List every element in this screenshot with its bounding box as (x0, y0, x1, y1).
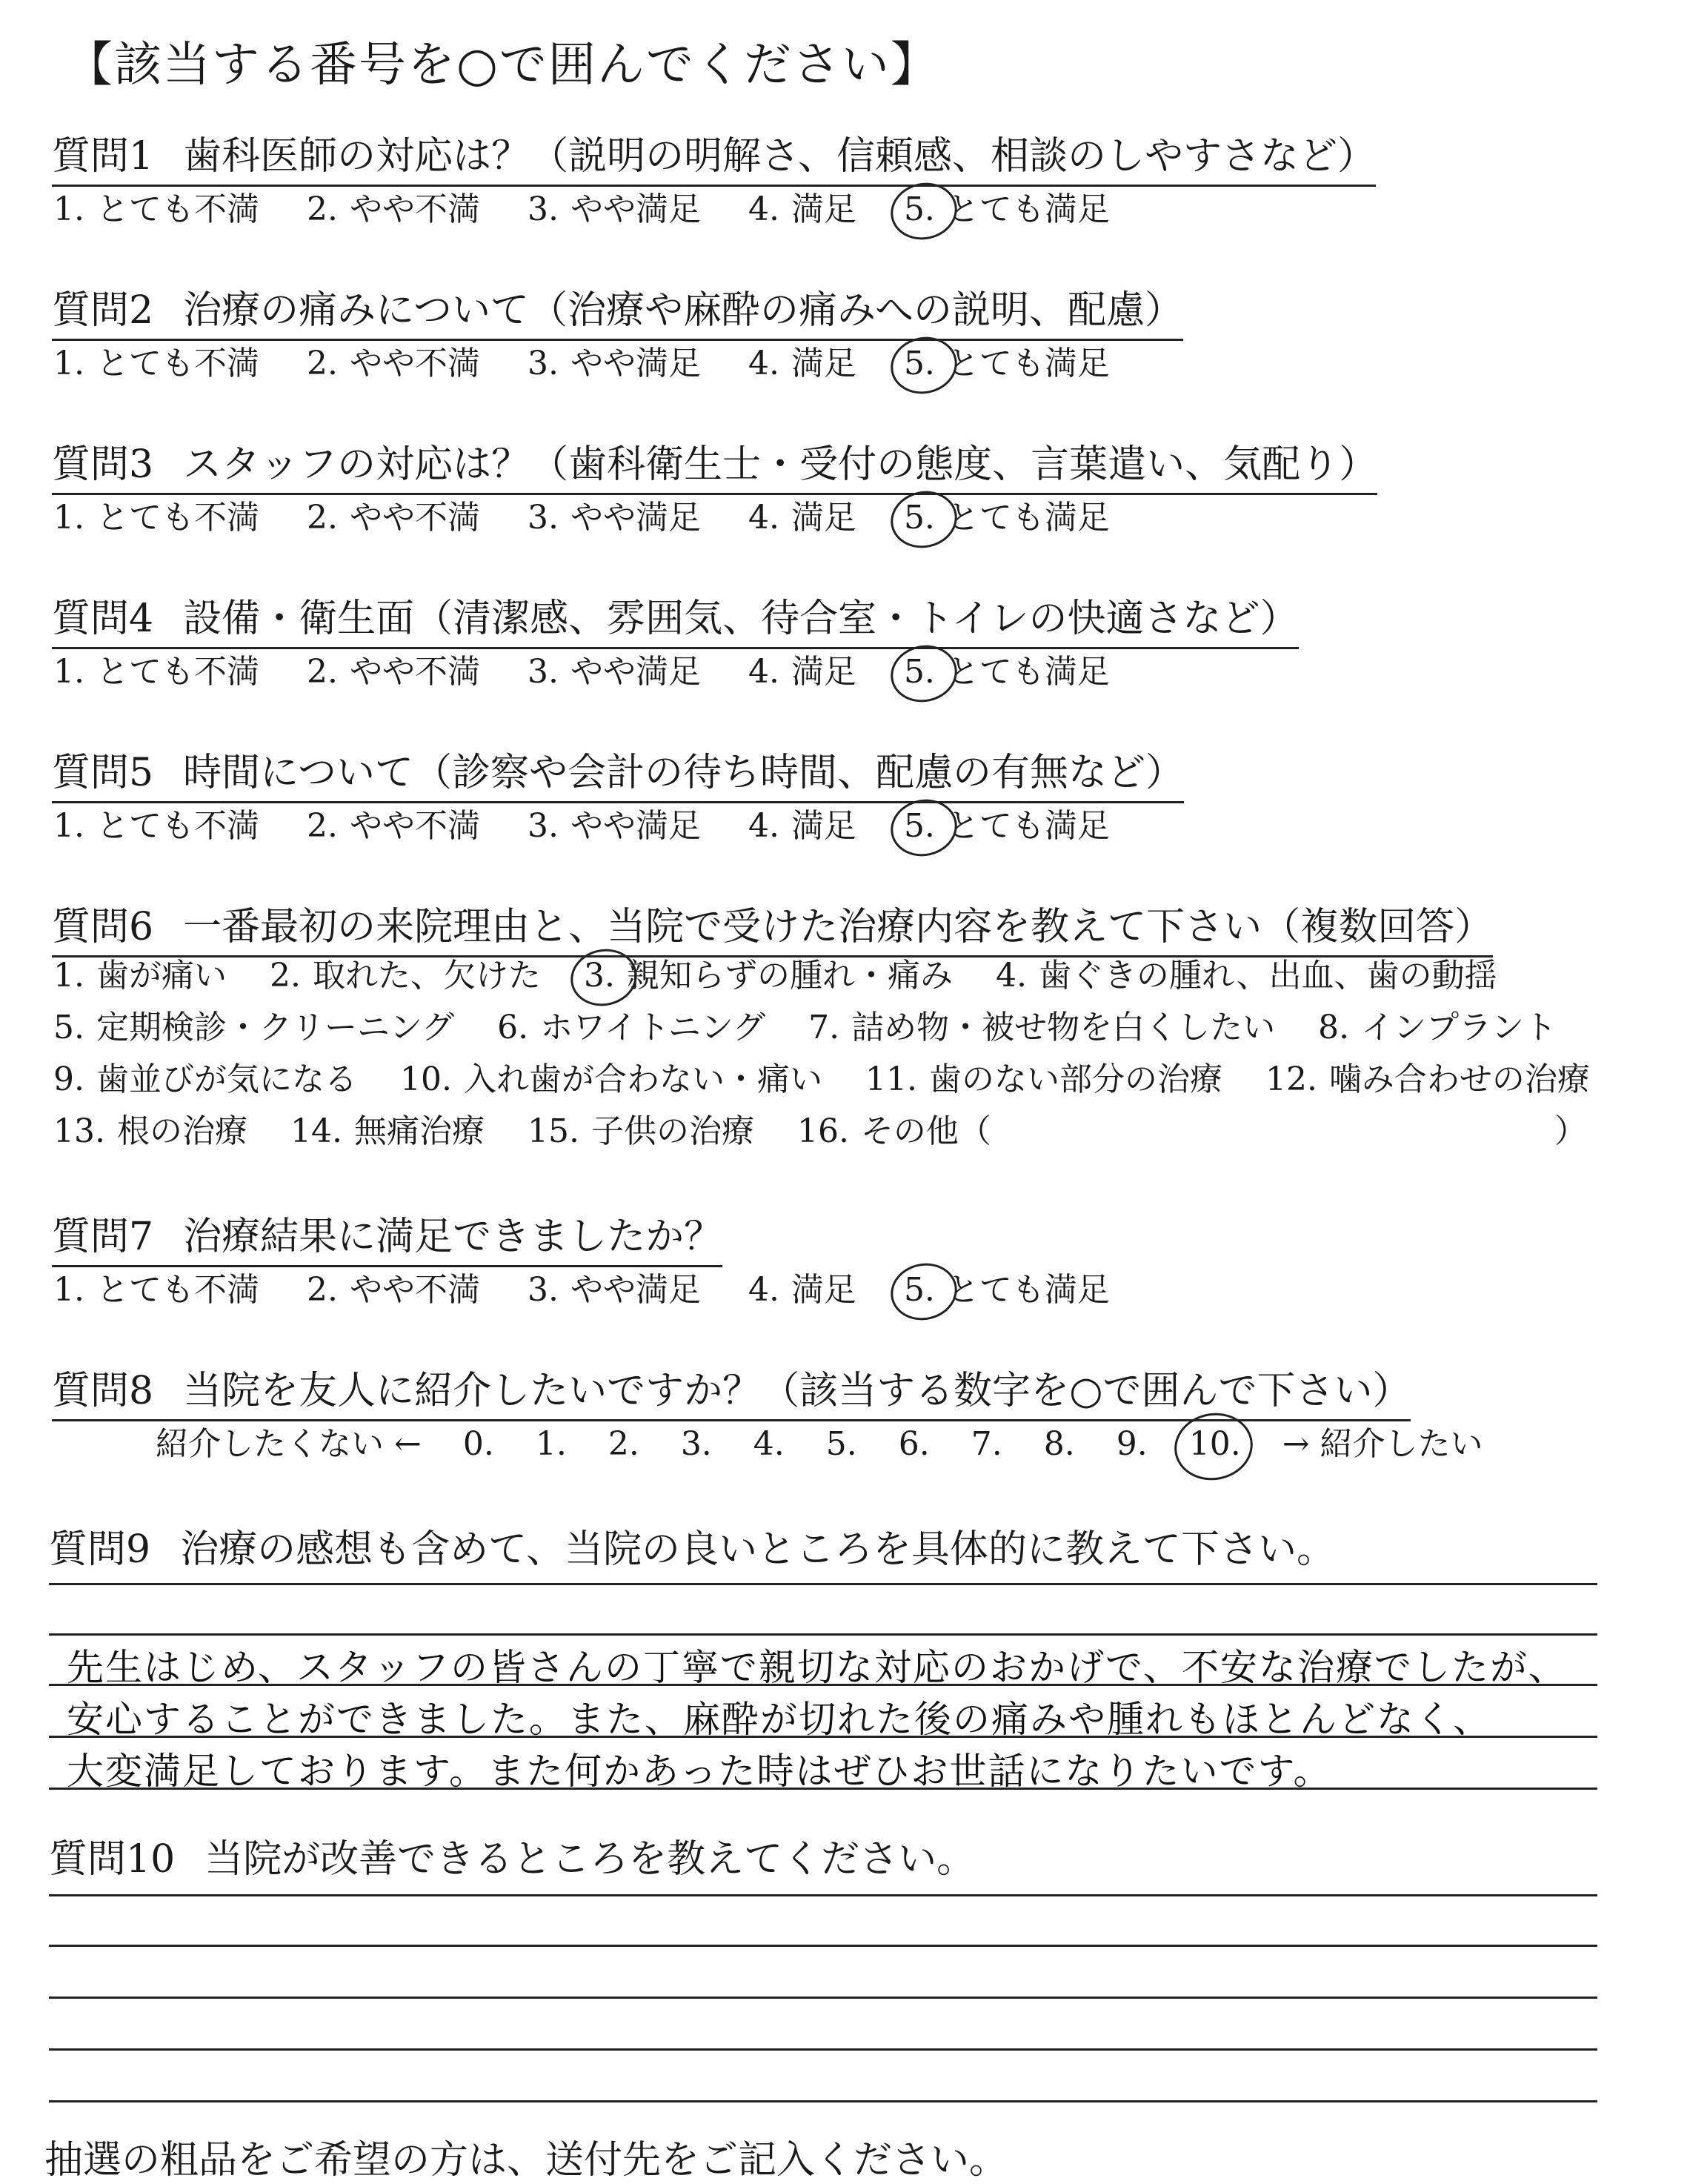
q2-option-1[interactable]: 1. とても不満 (53, 345, 259, 382)
q6-option-12[interactable]: 12. 噛み合わせの治療 (1265, 1061, 1590, 1098)
question-2-text: 治療の痛みについて（治療や麻酔の痛みへの説明、配慮） (183, 288, 1184, 333)
prize-instruction: 抽選の粗品をご希望の方は、送付先をご記入ください。 (44, 2138, 1008, 2183)
q2-option-2[interactable]: 2. やや不満 (306, 345, 480, 382)
question-5-text: 時間について（診察や会計の待ち時間、配慮の有無など） (183, 751, 1185, 795)
q3-option-3[interactable]: 3. やや満足 (527, 499, 701, 537)
q10-answer-line-4[interactable] (49, 2048, 1597, 2051)
q8-score-6[interactable]: 6. (898, 1425, 930, 1463)
question-7-text: 治療結果に満足できましたか？ (183, 1215, 723, 1259)
q9-handwritten-answer-2[interactable]: 安心することができました。また、麻酔が切れた後の痛みや腫れもほとんどなく、 (67, 1698, 1491, 1741)
question-6-heading (52, 895, 1493, 957)
q6-row-1 (53, 950, 1683, 1002)
q8-score-3[interactable]: 3. (680, 1425, 712, 1463)
q1-option-5-selected[interactable]: 5. とても満足 (903, 190, 1110, 228)
question-1-text: 歯科医師の対応は？（説明の明解さ、信頼感、相談のしやすさなど） (183, 134, 1377, 179)
question-5-options (53, 799, 1147, 846)
q2-option-5-selected[interactable]: 5. とても満足 (903, 345, 1110, 382)
q6-row-4 (53, 1106, 1683, 1158)
question-6-label: 質問6 (52, 905, 154, 949)
q4-option-3[interactable]: 3. やや満足 (527, 653, 701, 691)
q6-option-5[interactable]: 5. 定期検診・クリーニング (53, 1009, 455, 1046)
q7-option-4[interactable]: 4. 満足 (748, 1271, 856, 1309)
question-2-options (53, 336, 1147, 384)
question-8-text: 当院を友人に紹介したいですか？（該当する数字を○で囲んで下さい） (183, 1369, 1411, 1413)
q7-option-2[interactable]: 2. やや不満 (306, 1271, 480, 1309)
q8-right-label: → 紹介したい (1282, 1425, 1483, 1463)
question-3-text: スタッフの対応は？（歯科衛生士・受付の態度、言葉遣い、気配り） (183, 442, 1378, 487)
q6-option-8[interactable]: 8. インプラント (1318, 1009, 1557, 1046)
q8-score-10-selected[interactable]: 10. (1188, 1425, 1241, 1463)
q6-option-7[interactable]: 7. 詰め物・被せ物を白くしたい (808, 1009, 1276, 1046)
q9-answer-line-2 (49, 1633, 1597, 1636)
q6-option-2[interactable]: 2. 取れた、欠けた (269, 957, 541, 995)
question-1-options (53, 182, 1147, 230)
question-10-text: 当院が改善できるところを教えてください。 (204, 1837, 976, 1882)
q3-option-2[interactable]: 2. やや不満 (306, 499, 480, 537)
q5-option-1[interactable]: 1. とても不満 (53, 807, 259, 845)
q8-score-0[interactable]: 0. (462, 1425, 494, 1463)
question-1-label: 質問1 (52, 134, 154, 179)
q5-option-2[interactable]: 2. やや不満 (306, 807, 480, 845)
q8-score-5[interactable]: 5. (825, 1425, 857, 1463)
question-8-label: 質問8 (52, 1369, 154, 1413)
q8-score-7[interactable]: 7. (971, 1425, 1002, 1463)
q7-option-5-selected[interactable]: 5. とても満足 (903, 1271, 1110, 1309)
question-9-text: 治療の感想も含めて、当院の良いところを具体的に教えて下さい。 (180, 1527, 1336, 1572)
question-6-options (53, 950, 1683, 1158)
question-1-heading (52, 125, 1376, 187)
question-10-heading (49, 1828, 975, 1883)
q8-score-1[interactable]: 1. (535, 1425, 567, 1463)
question-3-label: 質問3 (52, 442, 154, 487)
q6-option-16[interactable]: 16. その他（ ） (796, 1112, 1587, 1150)
q1-option-4[interactable]: 4. 満足 (748, 190, 856, 228)
q8-left-label: 紹介したくない ← (156, 1425, 422, 1463)
q1-option-1[interactable]: 1. とても不満 (53, 190, 259, 228)
q6-row-2 (53, 1002, 1683, 1054)
q2-option-3[interactable]: 3. やや満足 (527, 345, 701, 382)
q8-score-8[interactable]: 8. (1043, 1425, 1075, 1463)
q6-option-6[interactable]: 6. ホワイトニング (497, 1009, 766, 1046)
q8-score-2[interactable]: 2. (608, 1425, 639, 1463)
q8-score-9[interactable]: 9. (1116, 1425, 1148, 1463)
q5-option-4[interactable]: 4. 満足 (748, 807, 856, 845)
question-7-label: 質問7 (52, 1215, 154, 1259)
q6-option-10[interactable]: 10. 入れ歯が合わない・痛い (399, 1061, 822, 1098)
q6-option-3-selected[interactable]: 3. 親知らずの腫れ・痛み (583, 957, 953, 995)
question-3-heading (52, 433, 1377, 495)
q3-option-4[interactable]: 4. 満足 (748, 499, 856, 537)
question-2-heading (52, 279, 1183, 341)
question-5-heading (52, 741, 1184, 803)
question-10-label: 質問10 (49, 1837, 176, 1882)
question-9-label: 質問9 (49, 1527, 151, 1572)
question-7-heading (52, 1205, 722, 1267)
q4-option-5-selected[interactable]: 5. とても満足 (903, 653, 1110, 691)
question-8-heading (52, 1359, 1411, 1421)
form-title: 【該当する番号を○で囲んでください】 (65, 38, 939, 93)
q1-option-3[interactable]: 3. やや満足 (527, 190, 701, 228)
q10-answer-line-3[interactable] (49, 1997, 1597, 1999)
q4-option-2[interactable]: 2. やや不満 (306, 653, 480, 691)
question-7-options (53, 1263, 1147, 1310)
q10-answer-line-1[interactable] (49, 1894, 1597, 1896)
q6-other-close-paren: ） (1554, 1112, 1587, 1150)
q6-option-1[interactable]: 1. 歯が痛い (53, 957, 227, 995)
q9-handwritten-answer-3[interactable]: 大変満足しております。また何かあった時はぜひお世話になりたいです。 (67, 1750, 1332, 1793)
q3-option-5-selected[interactable]: 5. とても満足 (903, 499, 1110, 537)
q9-handwritten-answer-1[interactable]: 先生はじめ、スタッフの皆さんの丁寧で親切な対応のおかげで、不安な治療でしたが、 (67, 1646, 1567, 1689)
question-4-options (53, 645, 1147, 692)
q8-score-4[interactable]: 4. (753, 1425, 785, 1463)
q10-answer-line-2[interactable] (49, 1945, 1597, 1947)
q9-answer-line-1 (49, 1583, 1597, 1585)
question-5-label: 質問5 (52, 751, 154, 795)
q6-row-3 (53, 1054, 1683, 1106)
q6-option-13[interactable]: 13. 根の治療 (53, 1112, 247, 1150)
question-4-label: 質問4 (52, 597, 154, 641)
q8-recommend-scale (156, 1417, 1514, 1464)
q7-option-3[interactable]: 3. やや満足 (527, 1271, 701, 1309)
q4-option-4[interactable]: 4. 満足 (748, 653, 856, 691)
q5-option-5-selected[interactable]: 5. とても満足 (903, 807, 1110, 845)
q6-option-9[interactable]: 9. 歯並びが気になる (53, 1061, 357, 1098)
q3-option-1[interactable]: 1. とても不満 (53, 499, 259, 537)
q6-option-14[interactable]: 14. 無痛治療 (290, 1112, 485, 1150)
question-4-text: 設備・衛生面（清潔感、雰囲気、待合室・トイレの快適さなど） (183, 597, 1299, 641)
question-6-text: 一番最初の来院理由と、当院で受けた治療内容を教えて下さい（複数回答） (183, 905, 1494, 949)
question-4-heading (52, 587, 1299, 649)
q2-option-4[interactable]: 4. 満足 (748, 345, 856, 382)
question-2-label: 質問2 (52, 288, 154, 333)
q6-option-4[interactable]: 4. 歯ぐきの腫れ、出血、歯の動揺 (995, 957, 1497, 995)
question-3-options (53, 491, 1147, 538)
q10-answer-line-5[interactable] (49, 2100, 1597, 2102)
q1-option-2[interactable]: 2. やや不満 (306, 190, 480, 228)
q5-option-3[interactable]: 3. やや満足 (527, 807, 701, 845)
q6-option-15[interactable]: 15. 子供の治療 (527, 1112, 754, 1150)
question-9-heading (49, 1518, 1335, 1573)
q6-option-11[interactable]: 11. 歯のない部分の治療 (865, 1061, 1222, 1098)
q7-option-1[interactable]: 1. とても不満 (53, 1271, 259, 1309)
q4-option-1[interactable]: 1. とても不満 (53, 653, 259, 691)
